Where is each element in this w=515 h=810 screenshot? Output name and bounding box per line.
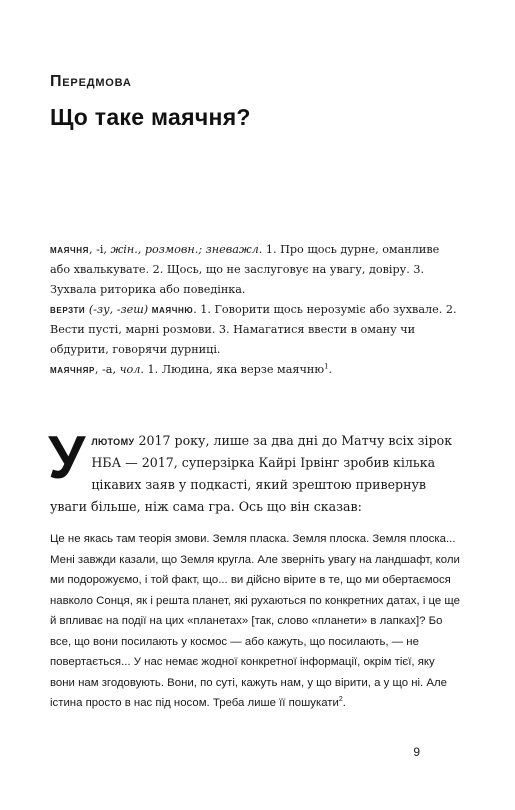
entry-headword: верзти [50, 304, 86, 316]
entry-headword: маячня [50, 244, 89, 256]
drop-cap: У [48, 424, 86, 491]
page-number: 9 [413, 745, 420, 759]
dictionary-entry-1 [50, 240, 460, 300]
body-paragraph [48, 424, 460, 518]
entry-grammar: , -і, [88, 243, 111, 256]
entry-grammar-italic: чол. [119, 363, 144, 376]
footnote-marker[interactable]: 2 [338, 696, 343, 704]
lead-word: лютому [91, 433, 135, 448]
entry-definition: 1. Людина, яка верзе маячню [143, 363, 325, 376]
chapter-title: Що таке маячня? [50, 104, 251, 130]
entry-end: . [328, 363, 333, 376]
entry-headword: маячняр [50, 364, 95, 376]
block-quote [50, 529, 460, 714]
paragraph-text: 2017 року, лише за два дні до Матчу всіх зірок НБА — 2017, суперзірка Кайрі Ірвінг зробив кілька цікавих заяв у подкасті, який зрештою привернув уваги більше, ніж сама гра. Ось що він сказав: [50, 433, 453, 514]
entry-grammar-italic: жін., розмовн.; зневажл. [110, 243, 263, 256]
quote-text: Це не якась там теорія змови. Земля пласка. Земля плоска. Земля плоска... Мені завжди казали, що Земля кругла. Але зверніть увагу на ландшафт, коли ми подорожуємо, і той факт, що... ви дійсно вірите в те, що ми обертаємося навколо Сонця, як і решта планет, які рухаються по конкретних датах, і це ще й впливає на події на цих «планетах» [так, слово «планети» в лапках]? Бо все, що вони посилають у космос — або кажуть, що посилають, — не повертається... У нас немає жодної конкретної інформації, окрім тієї, яку вони нам згодовують. Вони, по суті, кажуть нам, у що вірити, а у що ні. Але істина просто в нас під носом. Треба лише її пошукати [50, 533, 460, 709]
dictionary-entry-3 [50, 360, 460, 380]
entry-definition: 1. Про щось дурне, оманливе або хвалькувате. 2. Щось, що не заслуговує на увагу, довіру. 3. Зухвала риторика або поведінка. [50, 243, 440, 296]
entry-definition: . 1. Говорити щось нерозуміє або зухвале. 2. Вести пусті, марні розмови. 3. Намагатися ввести в оману чи обдурити, говорячи дурниці. [50, 303, 457, 356]
dictionary-definitions [50, 240, 460, 380]
entry-headword-2: маячню [151, 304, 194, 316]
section-label: Передмова [50, 73, 132, 90]
dictionary-entry-2 [50, 300, 460, 360]
footnote-marker[interactable]: 1 [324, 362, 329, 371]
entry-grammar-italic: (-зу, -зеш) [85, 303, 152, 316]
quote-end: . [342, 697, 346, 709]
entry-grammar: , -а, [94, 363, 120, 376]
